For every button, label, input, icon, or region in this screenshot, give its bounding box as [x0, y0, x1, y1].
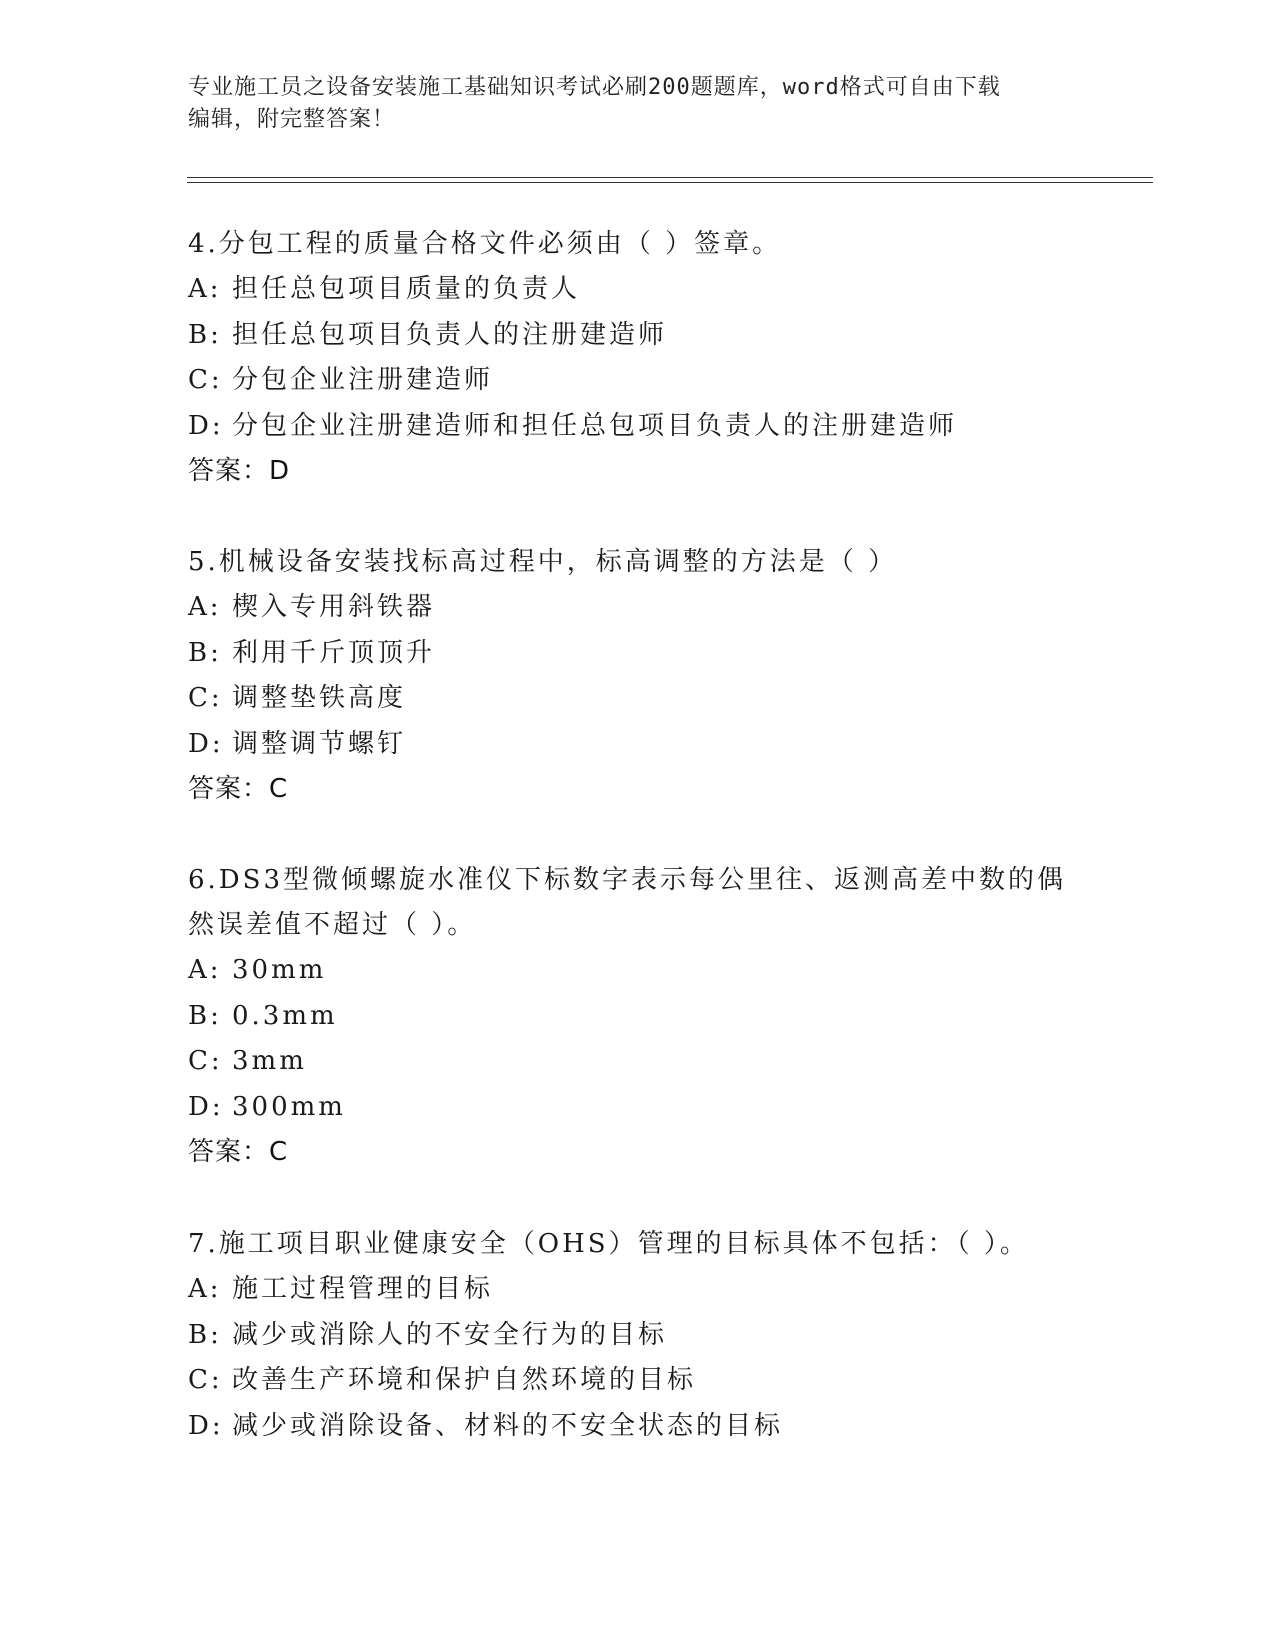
option-text: 楔入专用斜铁器 [232, 592, 436, 622]
option-letter: C: [188, 1365, 223, 1395]
option-letter: C: [188, 1046, 223, 1076]
option-b [188, 313, 1088, 359]
option-text: 减少或消除人的不安全行为的目标 [232, 1319, 668, 1350]
question-5 [188, 540, 1088, 812]
option-letter: B: [188, 637, 222, 668]
option-text: 0.3mm [232, 1000, 338, 1031]
answer: 答案：C [188, 774, 289, 804]
question-6 [188, 858, 1088, 1175]
option-letter: D: [188, 1410, 224, 1441]
option-letter: D: [188, 410, 224, 441]
option-letter: A: [188, 1274, 222, 1304]
option-text: 30mm [232, 955, 327, 985]
question-stem: 5.机械设备安装找标高过程中，标高调整的方法是（ ） [188, 547, 898, 577]
option-c [188, 1358, 1088, 1404]
option-a [188, 585, 1088, 631]
option-text: 分包企业注册建造师 [232, 365, 494, 395]
answer: 答案：D [188, 456, 291, 486]
option-letter: A: [188, 592, 222, 622]
answer: 答案：C [188, 1137, 289, 1167]
header-line-1: 专业施工员之设备安装施工基础知识考试必刷200题题库，word格式可自由下载 [188, 75, 1001, 100]
option-text: 3mm [232, 1046, 307, 1076]
question-7 [188, 1222, 1088, 1449]
option-d [188, 1085, 1088, 1131]
option-d [188, 722, 1088, 768]
option-text: 施工过程管理的目标 [232, 1274, 494, 1304]
option-text: 调整垫铁高度 [232, 683, 407, 713]
option-text: 改善生产环境和保护自然环境的目标 [232, 1365, 697, 1395]
question-4 [188, 222, 1088, 494]
option-letter: B: [188, 1000, 222, 1031]
option-letter: D: [188, 1091, 224, 1122]
option-d [188, 1404, 1088, 1450]
option-c [188, 1039, 1088, 1085]
option-text: 减少或消除设备、材料的不安全状态的目标 [232, 1410, 784, 1441]
option-b [188, 994, 1088, 1040]
option-b [188, 631, 1088, 677]
question-stem: 6.DS3型微倾螺旋水准仪下标数字表示每公里往、返测高差中数的偶然误差值不超过（ ）。 [188, 865, 1067, 940]
option-c [188, 358, 1088, 404]
option-text: 300mm [232, 1091, 346, 1122]
document-header [188, 72, 1088, 136]
option-c [188, 676, 1088, 722]
option-text: 担任总包项目质量的负责人 [232, 274, 581, 304]
option-letter: D: [188, 728, 224, 759]
option-d [188, 404, 1088, 450]
option-text: 担任总包项目负责人的注册建造师 [232, 319, 668, 350]
option-b [188, 1313, 1088, 1359]
option-a [188, 948, 1088, 994]
option-letter: A: [188, 955, 222, 985]
question-stem: 7.施工项目职业健康安全（OHS）管理的目标具体不包括：（ ）。 [188, 1229, 1029, 1259]
option-a [188, 1267, 1088, 1313]
option-letter: B: [188, 319, 222, 350]
option-a [188, 267, 1088, 313]
header-divider [187, 177, 1153, 183]
option-text: 调整调节螺钉 [232, 728, 407, 759]
question-stem: 4.分包工程的质量合格文件必须由（ ）签章。 [188, 229, 782, 259]
option-letter: C: [188, 365, 223, 395]
option-letter: B: [188, 1319, 222, 1350]
option-text: 利用千斤顶顶升 [232, 637, 436, 668]
option-letter: A: [188, 274, 222, 304]
option-letter: C: [188, 683, 223, 713]
option-text: 分包企业注册建造师和担任总包项目负责人的注册建造师 [232, 410, 958, 441]
header-line-2: 编辑，附完整答案！ [188, 107, 396, 132]
